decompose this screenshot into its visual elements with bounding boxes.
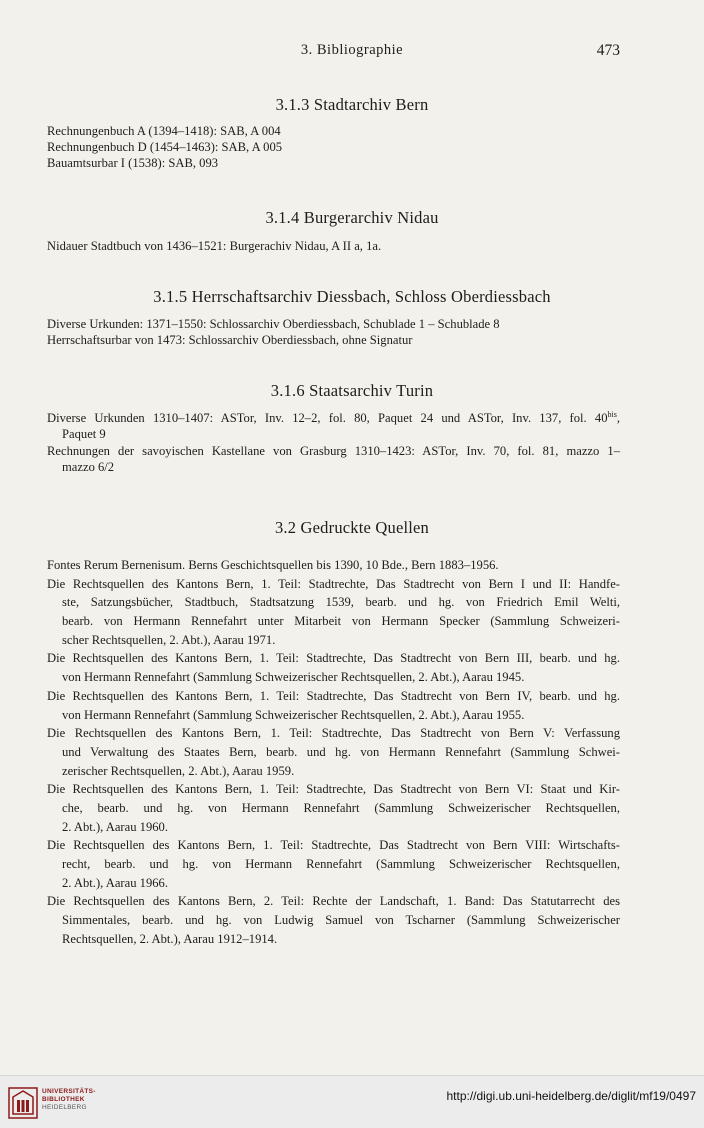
list-item: Bauamtsurbar I (1538): SAB, 093 bbox=[47, 156, 219, 170]
burgerarchiv-list bbox=[47, 238, 620, 254]
source-url-link[interactable]: http://digi.ub.uni-heidelberg.de/diglit/mf19/0497 bbox=[446, 1089, 696, 1103]
entry-line: Die Rechtsquellen des Kantons Bern, 1. Teil: Stadtrechte, Das Stadtrecht von Bern VIII: Wirtschafts- bbox=[47, 838, 620, 853]
list-item bbox=[47, 724, 620, 780]
entry-line: bearb. von Hermann Rennefahrt unter Mitarbeit von Hermann Specker (Sammlung Schweizeri- bbox=[62, 614, 620, 629]
entry-line: Paquet 9 bbox=[62, 427, 106, 442]
entry-line: Rechtsquellen, 2. Abt.), Aarau 1912–1914. bbox=[62, 931, 278, 946]
list-item bbox=[47, 687, 620, 724]
entry-line: mazzo 6/2 bbox=[62, 459, 115, 474]
list-item bbox=[47, 410, 620, 443]
page-number: 473 bbox=[596, 42, 620, 59]
running-head bbox=[0, 42, 704, 62]
entry-line: ste, Satzungsbücher, Stadtbuch, Stadtsatzung 1539, bearb. und hg. von Friedrich Emil Welti, bbox=[62, 595, 620, 610]
entry-line: recht, bearb. und hg. von Hermann Rennefahrt (Sammlung Schweizerischer Rechtsquellen, bbox=[62, 857, 620, 871]
entry-line: Rechnungen der savoyischen Kastellane von Grasburg 1310–1423: ASTor, Inv. 70, fol. 81, mazzo 1– bbox=[47, 443, 620, 458]
list-item bbox=[47, 892, 620, 948]
list-item bbox=[47, 780, 620, 836]
library-logo-icon bbox=[8, 1087, 38, 1119]
entry-line: 2. Abt.), Aarau 1960. bbox=[62, 819, 168, 834]
list-item bbox=[47, 649, 620, 686]
entry-line: von Hermann Rennefahrt (Sammlung Schweizerischer Rechtsquellen, 2. Abt.), Aarau 1945. bbox=[62, 670, 525, 685]
entry-line: Die Rechtsquellen des Kantons Bern, 1. Teil: Stadtrechte, Das Stadtrecht von Bern V: Verfassung bbox=[47, 726, 620, 741]
list-item bbox=[47, 443, 620, 476]
entry-line: che, bearb. und hg. von Hermann Rennefahrt (Sammlung Schweizerischer Rechtsquellen, bbox=[62, 800, 620, 815]
list-item: Rechnungenbuch A (1394–1418): SAB, A 004 bbox=[47, 124, 281, 138]
list-item bbox=[47, 556, 620, 575]
entry-line: Die Rechtsquellen des Kantons Bern, 2. Teil: Rechte der Landschaft, 1. Band: Das Statutarrecht des bbox=[47, 894, 620, 909]
heading-stadtarchiv: 3.1.3 Stadtarchiv Bern bbox=[275, 95, 429, 114]
heading-burgerarchiv: 3.1.4 Burgerarchiv Nidau bbox=[265, 208, 439, 227]
list-item: Nidauer Stadtbuch von 1436–1521: Burgerachiv Nidau, A II a, 1a. bbox=[47, 239, 382, 253]
entry-line: Diverse Urkunden 1310–1407: ASTor, Inv. 12–2, fol. 80, Paquet 24 und ASTor, Inv. 137, fol. $40^{bis}$, bbox=[47, 409, 620, 425]
printed-sources-list bbox=[47, 556, 620, 948]
list-item bbox=[47, 575, 620, 650]
herrschaftsarchiv-list bbox=[47, 316, 620, 348]
staatsarchiv-list bbox=[47, 410, 620, 475]
heading-staatsarchiv: 3.1.6 Staatsarchiv Turin bbox=[270, 381, 434, 400]
entry-line: Die Rechtsquellen des Kantons Bern, 1. Teil: Stadtrechte, Das Stadtrecht von Bern III, bearb. und hg. bbox=[47, 651, 620, 666]
heading-gedruckte-quellen: 3.2 Gedruckte Quellen bbox=[274, 518, 430, 537]
entry-line: Die Rechtsquellen des Kantons Bern, 1. Teil: Stadtrechte, Das Stadtrecht von Bern VI: Staat und Kir- bbox=[47, 782, 620, 797]
list-item: Herrschaftsurbar von 1473: Schlossarchiv Oberdiessbach, ohne Signatur bbox=[47, 333, 413, 347]
entry-line: Simmentales, bearb. und hg. von Ludwig Samuel von Tscharner (Sammlung Schweizerischer bbox=[62, 913, 620, 928]
entry-line: und Verwaltung des Staates Bern, bearb. und hg. von Hermann Rennefahrt (Sammlung Schwei- bbox=[62, 744, 620, 759]
stadtarchiv-list bbox=[47, 123, 620, 171]
entry-line: von Hermann Rennefahrt (Sammlung Schweizerischer Rechtsquellen, 2. Abt.), Aarau 1955. bbox=[62, 707, 525, 722]
entry-line: Die Rechtsquellen des Kantons Bern, 1. Teil: Stadtrechte, Das Stadtrecht von Bern I und II: Handfe- bbox=[47, 576, 620, 591]
entry-line: 2. Abt.), Aarau 1966. bbox=[62, 875, 168, 890]
entry-line: Fontes Rerum Bernenisum. Berns Geschichtsquellen bis 1390, 10 Bde., Bern 1883–1956. bbox=[47, 558, 499, 572]
heading-herrschaftsarchiv: 3.1.5 Herrschaftsarchiv Diessbach, Schloss Oberdiessbach bbox=[153, 287, 551, 306]
footer-bar bbox=[0, 1075, 704, 1128]
list-item: Rechnungenbuch D (1454–1463): SAB, A 005 bbox=[47, 140, 283, 154]
list-item: Diverse Urkunden: 1371–1550: Schlossarchiv Oberdiessbach, Schublade 1 – Schublade 8 bbox=[47, 317, 500, 331]
entry-line: zerischer Rechtsquellen, 2. Abt.), Aarau 1959. bbox=[62, 763, 295, 778]
list-item bbox=[47, 836, 620, 892]
running-head-title: 3. Bibliographie bbox=[300, 42, 404, 58]
entry-line: scher Rechtsquellen, 2. Abt.), Aarau 1971. bbox=[62, 632, 276, 647]
library-name: UNIVERSITÄTS- BIBLIOTHEK HEIDELBERG bbox=[42, 1088, 96, 1111]
entry-line: Die Rechtsquellen des Kantons Bern, 1. Teil: Stadtrechte, Das Stadtrecht von Bern IV, bearb. und hg. bbox=[47, 688, 620, 703]
